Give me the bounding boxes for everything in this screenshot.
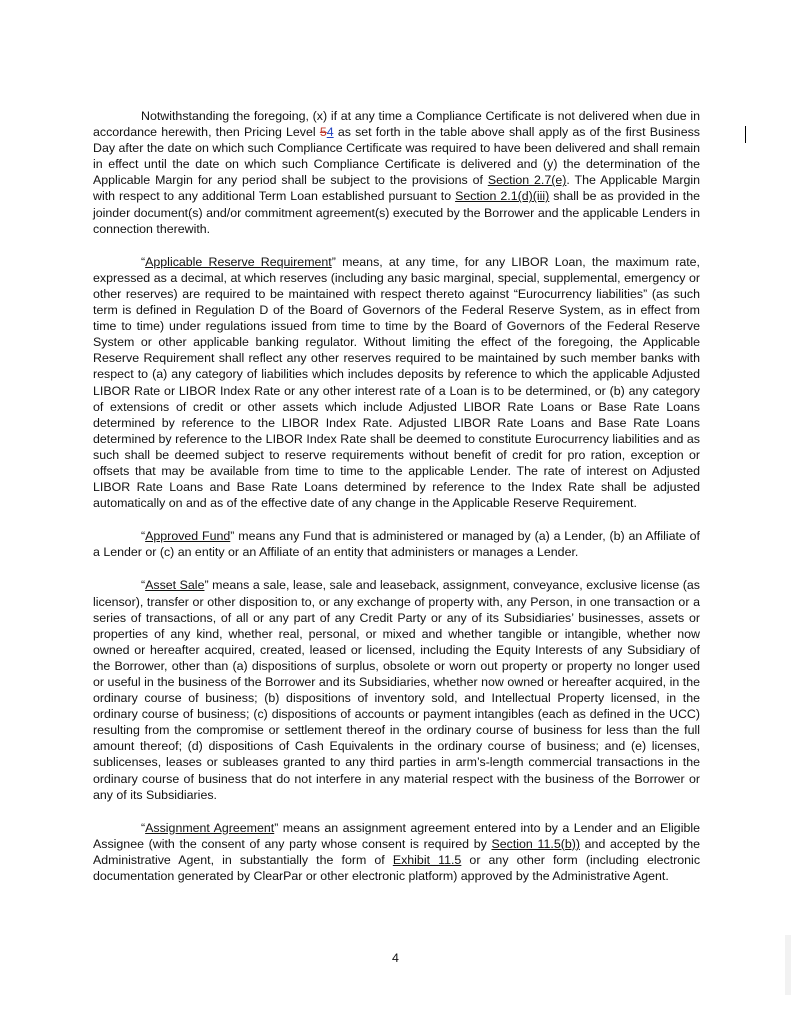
close-quote: ”: [331, 254, 336, 269]
inserted-text: 4: [326, 125, 334, 140]
definition-text: means, at any time, for any LIBOR Loan, the maximum rate, expressed as a decimal, at which reserves (including any basic marginal, special, supplemental, emergency or other reserves) are required to be maintained with respect thereto against “Eurocurrency liabilities” (as such term is defined in Regulation D of the Board of Governors of the Federal Reserve System, as in effect from time to time) under regulations issued from time to time by the Board of Governors of the Federal Reserve System or other applicable banking regulator. Without limiting the effect of the foregoing, the Applicable Reserve Requirement shall reflect any other reserves required to be maintained by such member banks with respect to (a) any category of liabilities which includes deposits by reference to which the applicable Adjusted LIBOR Rate or LIBOR Index Rate or any other interest rate of a Loan is to be determined, or (b) any category of extensions of credit or other assets which include Adjusted LIBOR Rate Loans or Base Rate Loans determined by reference to the LIBOR Index Rate. Adjusted LIBOR Rate Loans and Base Rate Loans determined by reference to the LIBOR Index Rate shall be deemed to constitute Eurocurrency liabilities and as such shall be deemed subject to reserve requirements without benefit of credit for pro ration, exception or offsets that may be available from time to time to the applicable Lender. The rate of interest on Adjusted LIBOR Rate Loans and Base Rate Loans determined by reference to the Index Rate shall be adjusted automatically on and as of the effective date of any change in the Applicable Reserve Requirement.: [93, 254, 700, 511]
definition-text: or any other form (including electronic documentation generated by ClearPar or other electronic platform) approved by the Administrative Agent.: [93, 852, 701, 884]
defined-term: Approved Fund: [145, 529, 231, 544]
open-quote: “: [141, 578, 146, 593]
definition-approved-fund: [93, 528, 700, 560]
paragraph-text: shall be as provided in the joinder document(s) and/or commitment agreement(s) executed by the Borrower and the applicable Lenders in connection therewith.: [93, 189, 700, 236]
open-quote: “: [141, 254, 146, 269]
paragraph-text: . The Applicable Margin with respect to any additional Term Loan established pursuant to: [93, 173, 701, 204]
definition-text: and accepted by the Administrative Agent, in substantially the form of: [93, 836, 700, 867]
paragraph-compliance-certificate: [93, 108, 700, 237]
defined-term: Asset Sale: [145, 578, 205, 593]
deleted-text: 5: [319, 125, 327, 140]
page-edge-shadow: [785, 935, 791, 995]
text-cursor: [745, 126, 746, 143]
section-ref-link: Section 2.7(e): [487, 173, 567, 188]
definition-text: means a sale, lease, sale and leaseback, assignment, conveyance, exclusive license (as licensor), transfer or other disposition to, or any exchange of property with, any Person, in one transaction or a series of transactions, of all or any part of any Credit Party or any of its Subsidiaries’ businesses, assets or properties of any kind, whether real, personal, or mixed and whether tangible or intangible, whether now owned or hereafter acquired, created, leased or licensed, including the Equity Interests of any Subsidiary of the Borrower, other than (a) dispositions of surplus, obsolete or worn out property or property no longer used or useful in the business of the Borrower and its Subsidiaries, whether now owned or hereafter acquired, in the ordinary course of business; (b) dispositions of inventory sold, and Intellectual Property licensed, in the ordinary course of business; (c) dispositions of accounts or payment intangibles (each as defined in the UCC) resulting from the compromise or settlement thereof in the ordinary course of business for less than the full amount thereof; (d) dispositions of Cash Equivalents in the ordinary course of business; and (e) licenses, sublicenses, leases or subleases granted to any third parties in arm’s-length commercial transactions in the ordinary course of business that do not interfere in any material respect with the business of the Borrower or any of its Subsidiaries.: [93, 578, 701, 802]
close-quote: ”: [230, 529, 235, 544]
open-quote: “: [141, 820, 146, 835]
exhibit-ref-link: Exhibit 11.5: [392, 852, 462, 867]
open-quote: “: [141, 529, 146, 544]
definition-asset-sale: [93, 577, 700, 802]
close-quote: ”: [204, 578, 209, 593]
definition-text: means an assignment agreement entered into by a Lender and an Eligible Assignee (with the consent of any party whose consent is required by: [93, 820, 700, 851]
definition-applicable-reserve-requirement: [93, 254, 700, 512]
definition-assignment-agreement: [93, 820, 700, 884]
document-page: [93, 108, 700, 901]
definition-text: means any Fund that is administered or managed by (a) a Lender, (b) an Affiliate of a Lender or (c) an entity or an Affiliate of an entity that administers or manages a Lender.: [93, 529, 700, 560]
defined-term: Assignment Agreement: [145, 820, 275, 835]
section-ref-link: Section 2.1(d)(iii): [455, 189, 550, 204]
paragraph-text: Notwithstanding the foregoing, (x) if at any time a Compliance Certificate is not delivered when due in accordance herewith, then Pricing Level: [93, 109, 700, 140]
section-ref-link: Section 11.5(b)): [491, 836, 580, 851]
close-quote: ”: [274, 820, 279, 835]
page-number: 4: [392, 951, 399, 965]
paragraph-text: as set forth in the table above shall apply as of the first Business Day after the date on which such Compliance Certificate was required to have been delivered and shall remain in effect until the date on which such Compliance Certificate is delivered and (y) the determination of the Applicable Margin for any period shall be subject to the provisions of: [93, 125, 700, 188]
defined-term: Applicable Reserve Requirement: [145, 254, 332, 269]
